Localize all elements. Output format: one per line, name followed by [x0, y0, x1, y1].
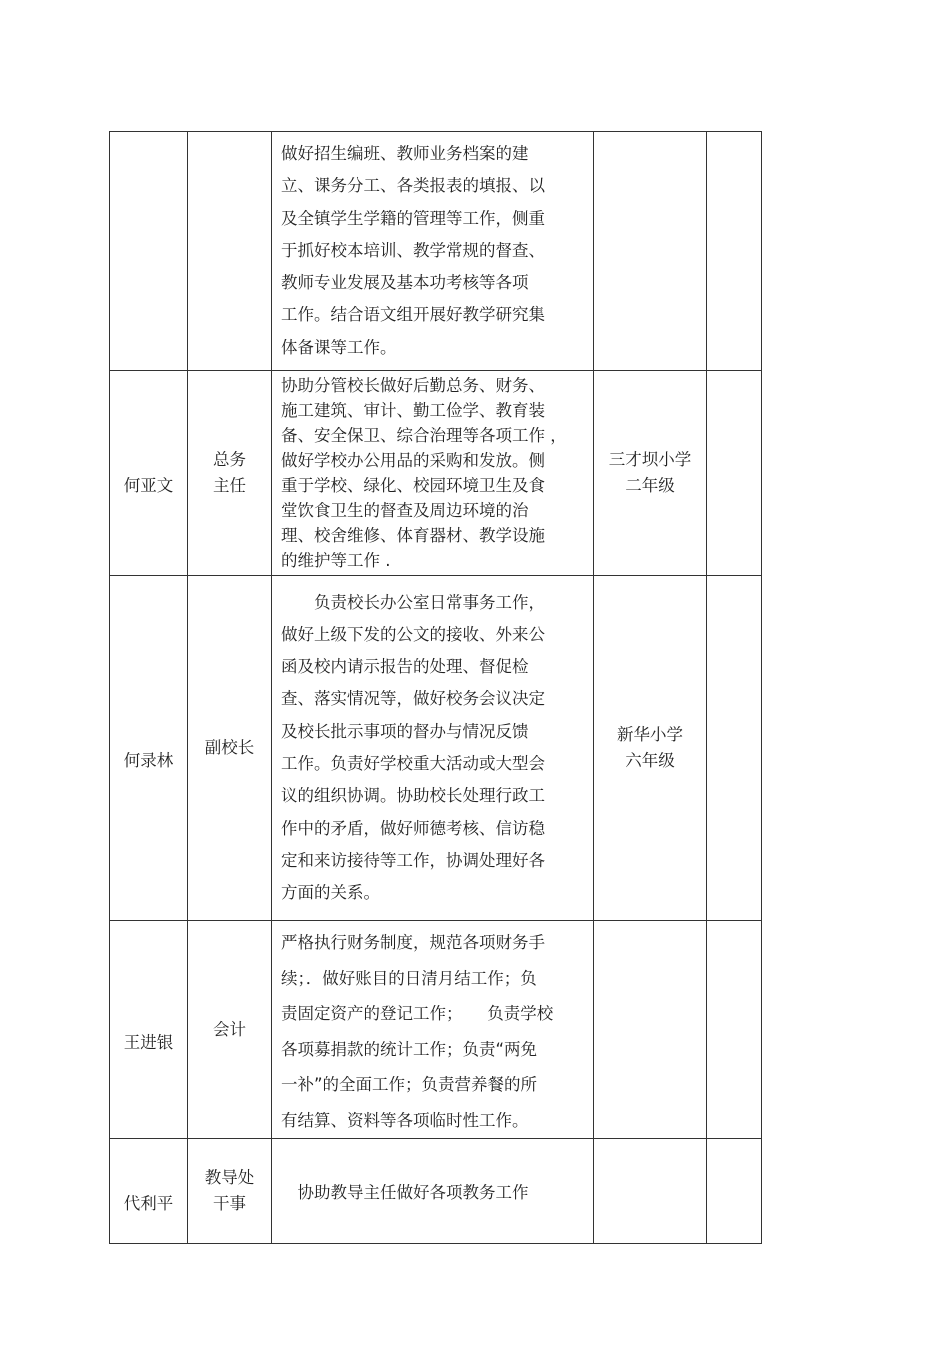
duty-text: 负责校长办公室日常事务工作， 做好上级下发的公文的接收、外来公 函及校内请示报告的处理、督促检 查、落实情况等，做好校务会议决定 及校长批示事项的督办与情况反馈 工作。负责好学校重大活动或大型会 议的组织协调。协助校长处理行政工 作中的矛盾，做好师德考核、信访稳 定和来访接待等工作，协调处理好各 方面的关系。: [281, 592, 545, 903]
name-cell: [110, 1139, 188, 1244]
duty-text: 协助教导主任做好各项教务工作: [281, 1183, 529, 1203]
remark-cell: [707, 132, 762, 371]
duty-cell: [272, 921, 594, 1139]
position-text: 会计: [213, 1019, 246, 1039]
duty-text: 严格执行财务制度，规范各项财务手 续；．做好账目的日清月结工作；负 责固定资产的登记工作； 负责学校 各项募捐款的统计工作；负责“两免 一补”的全面工作；负责营养餐的所 有结算、资料等各项临时性工作。: [281, 933, 554, 1130]
duty-cell: [272, 576, 594, 921]
table-row: [110, 576, 762, 921]
school-cell: [594, 371, 707, 576]
position-cell: [188, 576, 272, 921]
position-cell: [188, 132, 272, 371]
school-cell: [594, 576, 707, 921]
remark-cell: [707, 921, 762, 1139]
name-text: 王进银: [123, 1032, 174, 1052]
school-cell: [594, 1139, 707, 1244]
name-text: 代利平: [123, 1194, 174, 1214]
staff-duty-table: [109, 131, 762, 1244]
duty-cell: [272, 132, 594, 371]
table-row: [110, 132, 762, 371]
duty-text: 做好招生编班、教师业务档案的建 立、课务分工、各类报表的填报、以 及全镇学生学籍的管理等工作，侧重 于抓好校本培训、教学常规的督查、 教师专业发展及基本功考核等各项 工作。结合语文组开展好教学研究集 体备课等工作。: [281, 144, 545, 357]
school-cell: [594, 132, 707, 371]
position-cell: [188, 1139, 272, 1244]
name-cell: [110, 921, 188, 1139]
position-text: 副校长: [204, 738, 255, 758]
duty-cell: [272, 371, 594, 576]
school-cell: [594, 921, 707, 1139]
table-row: [110, 921, 762, 1139]
remark-cell: [707, 371, 762, 576]
school-text: 新华小学 六年级: [617, 725, 683, 771]
school-text: 三才坝小学 二年级: [608, 450, 692, 496]
duty-text: 协助分管校长做好后勤总务、财务、 施工建筑、审计、勤工俭学、教育装 备、安全保卫、综合治理等各项工作 ， 做好学校办公用品的采购和发放。侧 重于学校、绿化、校园环境卫生及食 堂饮食卫生的督查及周边环境的治 理、校舍维修、体育器材、教学设施 的维护等工作 .: [281, 376, 567, 571]
name-cell: [110, 576, 188, 921]
name-cell: [110, 371, 188, 576]
table-row: [110, 1139, 762, 1244]
position-cell: [188, 921, 272, 1139]
remark-cell: [707, 576, 762, 921]
name-text: 何录林: [123, 751, 174, 771]
position-cell: [188, 371, 272, 576]
duty-cell: [272, 1139, 594, 1244]
name-cell: [110, 132, 188, 371]
position-text: 教导处 干事: [204, 1168, 255, 1214]
name-text: 何亚文: [123, 476, 174, 496]
table-row: [110, 371, 762, 576]
position-text: 总务 主任: [213, 450, 246, 496]
remark-cell: [707, 1139, 762, 1244]
